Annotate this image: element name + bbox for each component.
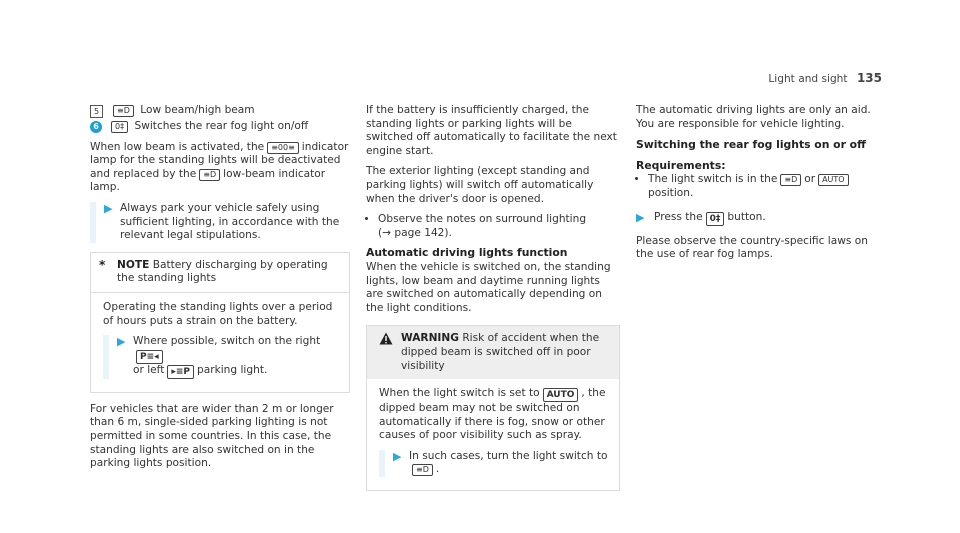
rear-fog-light-icon: 0‡ — [111, 121, 128, 133]
warning-header — [367, 326, 619, 379]
warning-triangle-svg — [379, 332, 393, 345]
instruction-arrow-icon: ▶ — [393, 449, 402, 463]
wide-vehicle-paragraph: For vehicles that are wider than 2 m or longer than 6 m, single-sided parking lighting is not permitted in some countries. In this case, the standing lights are also switched on in the parking lights position. — [90, 402, 334, 470]
warning-label: WARNING — [401, 332, 459, 345]
exterior-lighting-paragraph: The exterior lighting (except standing and parking lights) will switch off automatically when the driver's door is opened. — [366, 165, 594, 205]
column-2 — [366, 104, 620, 501]
auto-icon: AUTO — [818, 174, 849, 186]
note-label: NOTE — [117, 258, 150, 271]
auto-icon: AUTO — [543, 388, 579, 402]
text: button. — [727, 210, 766, 223]
warning-instruction — [379, 450, 609, 477]
instruction-arrow-icon: ▶ — [117, 335, 126, 349]
text: position. — [648, 186, 694, 199]
warning-title: Risk of accident when the dipped beam is switched off in poor visibility — [401, 332, 600, 372]
text: The light switch is in the — [648, 173, 778, 186]
page-reference-link[interactable]: (→ page 142). — [378, 226, 452, 239]
list-item — [378, 213, 620, 240]
rear-fog-light-icon: 0‡ — [706, 212, 725, 226]
note-text: Operating the standing lights over a period of hours puts a strain on the battery. — [103, 300, 333, 327]
low-beam-icon: ≡D — [199, 169, 220, 181]
legend-item-5 — [90, 104, 350, 118]
low-beam-icon: ≡D — [113, 105, 134, 117]
text: When low beam is activated, the — [90, 140, 265, 153]
text: Press the — [654, 210, 703, 223]
note-asterisk-icon: * — [99, 257, 106, 272]
low-beam-icon: ≡D — [780, 174, 801, 186]
legend-text: Low beam/high beam — [140, 104, 255, 116]
requirements-list — [636, 173, 886, 200]
note-header — [91, 253, 349, 292]
legend-item-6 — [90, 120, 350, 134]
text: , the dipped beam may not be switched on automatically if there is fog, snow or other causes of poor visibility such as spray. — [379, 387, 606, 442]
legend-text: Switches the rear fog light on/off — [134, 120, 309, 132]
automatic-lights-paragraph: When the vehicle is switched on, the standing lights, low beam and daytime running lights are switched on automatically depending on the light conditions. — [366, 260, 611, 314]
text: In such cases, turn the light switch to — [409, 449, 608, 462]
page-header — [768, 72, 882, 87]
text: Observe the notes on surround lighting — [378, 213, 587, 226]
text: or — [804, 173, 816, 186]
note-body — [91, 292, 349, 392]
note-instruction — [103, 335, 339, 379]
list-item — [648, 173, 886, 200]
requirements-heading: Requirements: — [636, 158, 726, 172]
notes-list — [366, 213, 620, 240]
warning-triangle-icon — [379, 332, 401, 350]
instruction-park-safely — [90, 202, 350, 243]
column-3 — [636, 104, 886, 269]
low-beam-icon: ≡D — [412, 464, 433, 476]
instruction-arrow-icon: ▶ — [636, 210, 645, 224]
section-title: Light and sight — [768, 73, 848, 85]
instruction-text: Always park your vehicle safely using sufficient lighting, in accordance with the relevant legal stipulations. — [120, 201, 340, 242]
item-number-box: 5 — [90, 105, 103, 118]
warning-box — [366, 325, 620, 491]
page-number: 135 — [856, 71, 882, 85]
item-number-circle: 6 — [90, 121, 102, 133]
note-box — [90, 252, 350, 393]
battery-paragraph: If the battery is insufficiently charged, the standing lights or parking lights will be switched off automatically to facilitate the next engine start. — [366, 104, 617, 157]
note-title: Battery discharging by operating the standing lights — [117, 258, 328, 285]
text: parking light. — [197, 363, 268, 376]
aid-paragraph: The automatic driving lights are only an aid. You are responsible for vehicle lighting. — [636, 104, 871, 130]
section-heading: Switching the rear fog lights on or off — [636, 138, 866, 152]
low-beam-paragraph — [90, 141, 350, 195]
right-parking-light-icon: P≡◂ — [136, 350, 163, 364]
text: low-beam indicator lamp. — [90, 167, 326, 194]
country-laws-paragraph: Please observe the country-specific laws on the use of rear fog lamps. — [636, 234, 868, 261]
instruction-arrow-icon: ▶ — [104, 201, 113, 215]
press-button-instruction — [636, 211, 886, 226]
text: or left — [133, 363, 165, 376]
column-1 — [90, 104, 350, 478]
text: When the light switch is set to — [379, 387, 540, 400]
standing-light-icon: ≡00≡ — [267, 142, 299, 154]
warning-text — [379, 387, 609, 443]
section-heading: Automatic driving lights function — [366, 246, 568, 260]
left-parking-light-icon: ▸≡P — [167, 365, 194, 379]
text: . — [435, 463, 440, 476]
text: Where possible, switch on the right — [133, 335, 321, 348]
warning-body — [367, 379, 619, 490]
text: indicator lamp for the standing lights will be deactivated and replaced by the — [90, 140, 349, 180]
